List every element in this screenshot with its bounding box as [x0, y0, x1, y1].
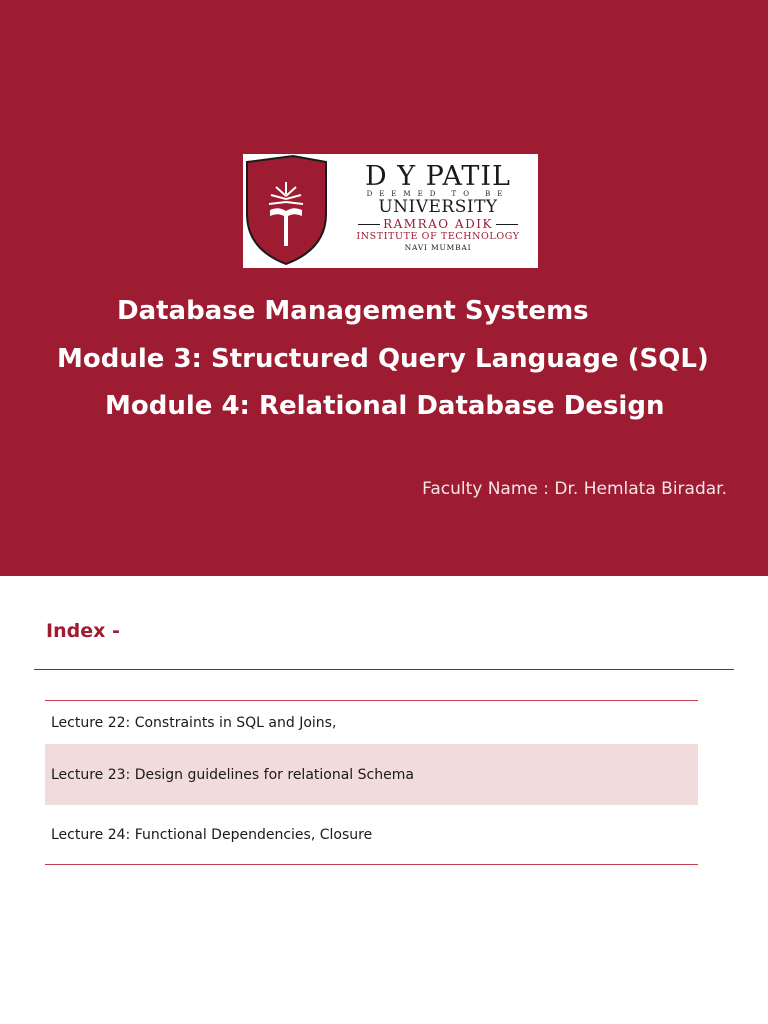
- shield-emblem-icon: [243, 154, 343, 268]
- logo-line-deemed: DEEMED TO BE: [366, 190, 510, 198]
- logo-ramrao-text: RAMRAO ADIK: [383, 217, 493, 231]
- logo-line-navi-mumbai: NAVI MUMBAI: [404, 243, 472, 252]
- logo-line-university: UNIVERSITY: [378, 197, 498, 217]
- module-3-title: Module 3: Structured Query Language (SQL): [57, 344, 709, 374]
- index-table: [45, 700, 698, 865]
- index-heading: Index -: [46, 620, 120, 642]
- logo-line-dypatil: D Y PATIL: [365, 161, 511, 192]
- module-4-title: Module 4: Relational Database Design: [105, 391, 665, 421]
- index-row: Lecture 23: Design guidelines for relational Schema: [45, 744, 698, 805]
- index-row: Lecture 22: Constraints in SQL and Joins,: [51, 714, 337, 731]
- logo-line-ramrao: [343, 217, 533, 231]
- faculty-name: Faculty Name : Dr. Hemlata Biradar.: [422, 479, 727, 499]
- logo-line-institute: INSTITUTE OF TECHNOLOGY: [356, 231, 520, 242]
- index-row: Lecture 24: Functional Dependencies, Closure: [51, 826, 373, 843]
- table-bottom-border: [45, 864, 698, 865]
- divider: [34, 669, 734, 670]
- course-title: Database Management Systems: [117, 296, 589, 326]
- university-logo: [243, 154, 538, 268]
